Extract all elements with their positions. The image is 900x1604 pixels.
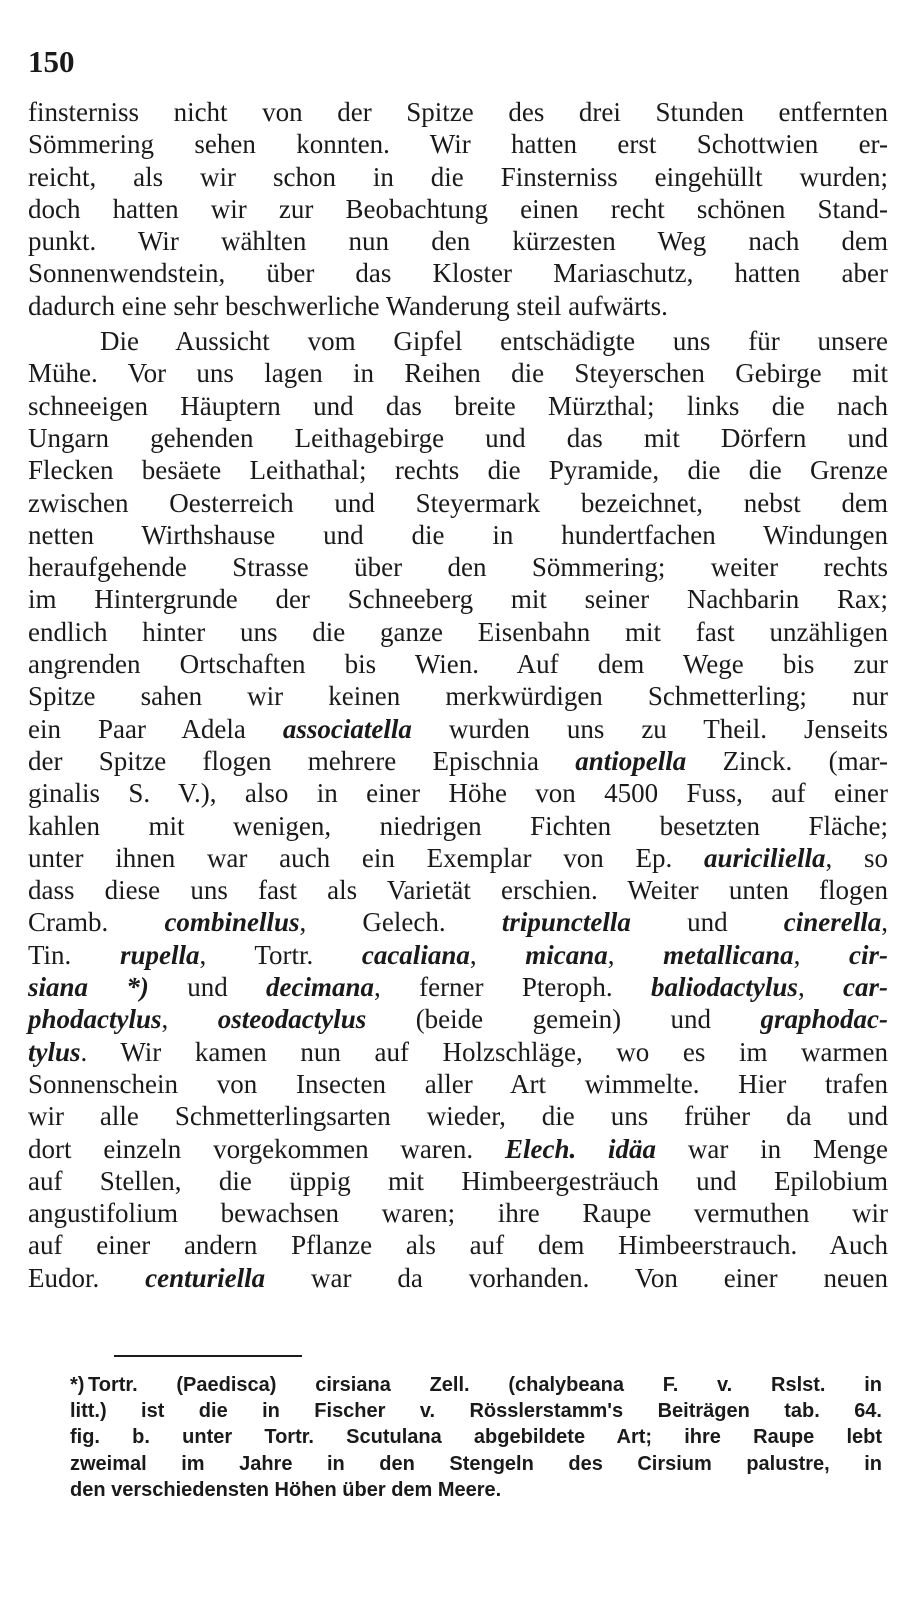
- text-line: kahlen mit wenigen, niedrigen Fichten besetzten Fläche;: [28, 810, 888, 841]
- text-line: tylus. Wir kamen nun auf Holzschläge, wo es im warmen: [28, 1036, 888, 1067]
- text-line: Sonnenschein von Insecten aller Art wimmelte. Hier trafen: [28, 1068, 888, 1099]
- page-number: 150: [28, 44, 75, 79]
- footnote-text: [70, 1372, 882, 1503]
- text-line: wir alle Schmetterlingsarten wieder, die uns früher da und: [28, 1101, 888, 1132]
- footnote-line: den verschiedensten Höhen über dem Meere.: [70, 1478, 502, 1501]
- footnote-line: Tortr. (Paedisca) cirsiana Zell. (chalybeana F. v. Rslst. in: [88, 1374, 882, 1396]
- text-line: auf Stellen, die üppig mit Himbeergesträuch und Epilobium: [28, 1165, 888, 1196]
- text-line: heraufgehende Strasse über den Sömmering; weiter rechts: [28, 552, 888, 583]
- text-line: Cramb. combinellus, Gelech. tripunctella und cinerella,: [28, 907, 889, 938]
- text-line: siana *) und decimana, ferner Pteroph. baliodactylus, car-: [28, 972, 888, 1003]
- text-line: finsterniss nicht von der Spitze des drei Stunden entfernten: [28, 97, 888, 127]
- paragraph-1: [28, 96, 888, 322]
- text-line: angrenden Ortschaften bis Wien. Auf dem Wege bis zur: [28, 649, 888, 680]
- text-line: angustifolium bewachsen waren; ihre Raupe vermuthen wir: [28, 1198, 888, 1229]
- text-line: phodactylus, osteodactylus (beide gemein) und graphodac-: [28, 1004, 888, 1035]
- body-text: [28, 96, 888, 1294]
- text-line: doch hatten wir zur Beobachtung einen recht schönen Stand-: [28, 193, 888, 224]
- footnote-rule: [114, 1355, 302, 1357]
- text-line: Eudor. centuriella war da vorhanden. Von einer neuen: [28, 1262, 888, 1293]
- text-line: reicht, als wir schon in die Finsterniss eingehüllt wurden;: [28, 161, 888, 192]
- footnote-line: fig. b. unter Tortr. Scutulana abgebildete Art; ihre Raupe lebt: [70, 1426, 882, 1449]
- text-line: dadurch eine sehr beschwerliche Wanderung steil aufwärts.: [28, 290, 668, 321]
- text-line: Sonnenwendstein, über das Kloster Mariaschutz, hatten aber: [28, 258, 888, 289]
- text-line: unter ihnen war auch ein Exemplar von Ep. auriciliella, so: [28, 842, 888, 873]
- text-line: punkt. Wir wählten nun den kürzesten Weg nach dem: [28, 226, 888, 257]
- text-line: im Hintergrunde der Schneeberg mit seiner Nachbarin Rax;: [28, 584, 888, 615]
- text-line: Flecken besäete Leithathal; rechts die Pyramide, die die Grenze: [28, 455, 888, 486]
- footnote-marker: *): [70, 1374, 85, 1396]
- paragraph-2: [28, 325, 888, 1294]
- text-line: Ungarn gehenden Leithagebirge und das mit Dörfern und: [28, 422, 888, 453]
- text-line: Die Aussicht vom Gipfel entschädigte uns für unsere: [100, 326, 888, 357]
- text-line: ein Paar Adela associatella wurden uns zu Theil. Jenseits: [28, 713, 888, 744]
- footnote: [70, 1372, 882, 1503]
- text-line: dort einzeln vorgekommen waren. Elech. idäa war in Menge: [28, 1133, 888, 1164]
- footnote-line: litt.) ist die in Fischer v. Rösslerstamm's Beiträgen tab. 64.: [70, 1400, 882, 1423]
- footnote-line: zweimal im Jahre in den Stengeln des Cirsium palustre, in: [70, 1452, 882, 1475]
- text-line: zwischen Oesterreich und Steyermark bezeichnet, nebst dem: [28, 487, 888, 518]
- text-line: auf einer andern Pflanze als auf dem Himbeerstrauch. Auch: [28, 1230, 888, 1261]
- text-line: Tin. rupella, Tortr. cacaliana, micana, metallicana, cir-: [28, 939, 889, 970]
- text-line: Sömmering sehen konnten. Wir hatten erst Schottwien er-: [28, 129, 888, 160]
- text-line: der Spitze flogen mehrere Epischnia antiopella Zinck. (mar-: [28, 745, 888, 776]
- text-line: netten Wirthshause und die in hundertfachen Windungen: [28, 519, 888, 550]
- text-line: schneeigen Häuptern und das breite Mürzthal; links die nach: [28, 390, 888, 421]
- text-line: Mühe. Vor uns lagen in Reihen die Steyerschen Gebirge mit: [28, 358, 888, 389]
- text-line: Spitze sahen wir keinen merkwürdigen Schmetterling; nur: [28, 681, 888, 712]
- text-line: dass diese uns fast als Varietät erschien. Weiter unten flogen: [28, 875, 888, 906]
- text-line: endlich hinter uns die ganze Eisenbahn mit fast unzähligen: [28, 616, 888, 647]
- text-line: ginalis S. V.), also in einer Höhe von 4500 Fuss, auf einer: [28, 778, 888, 809]
